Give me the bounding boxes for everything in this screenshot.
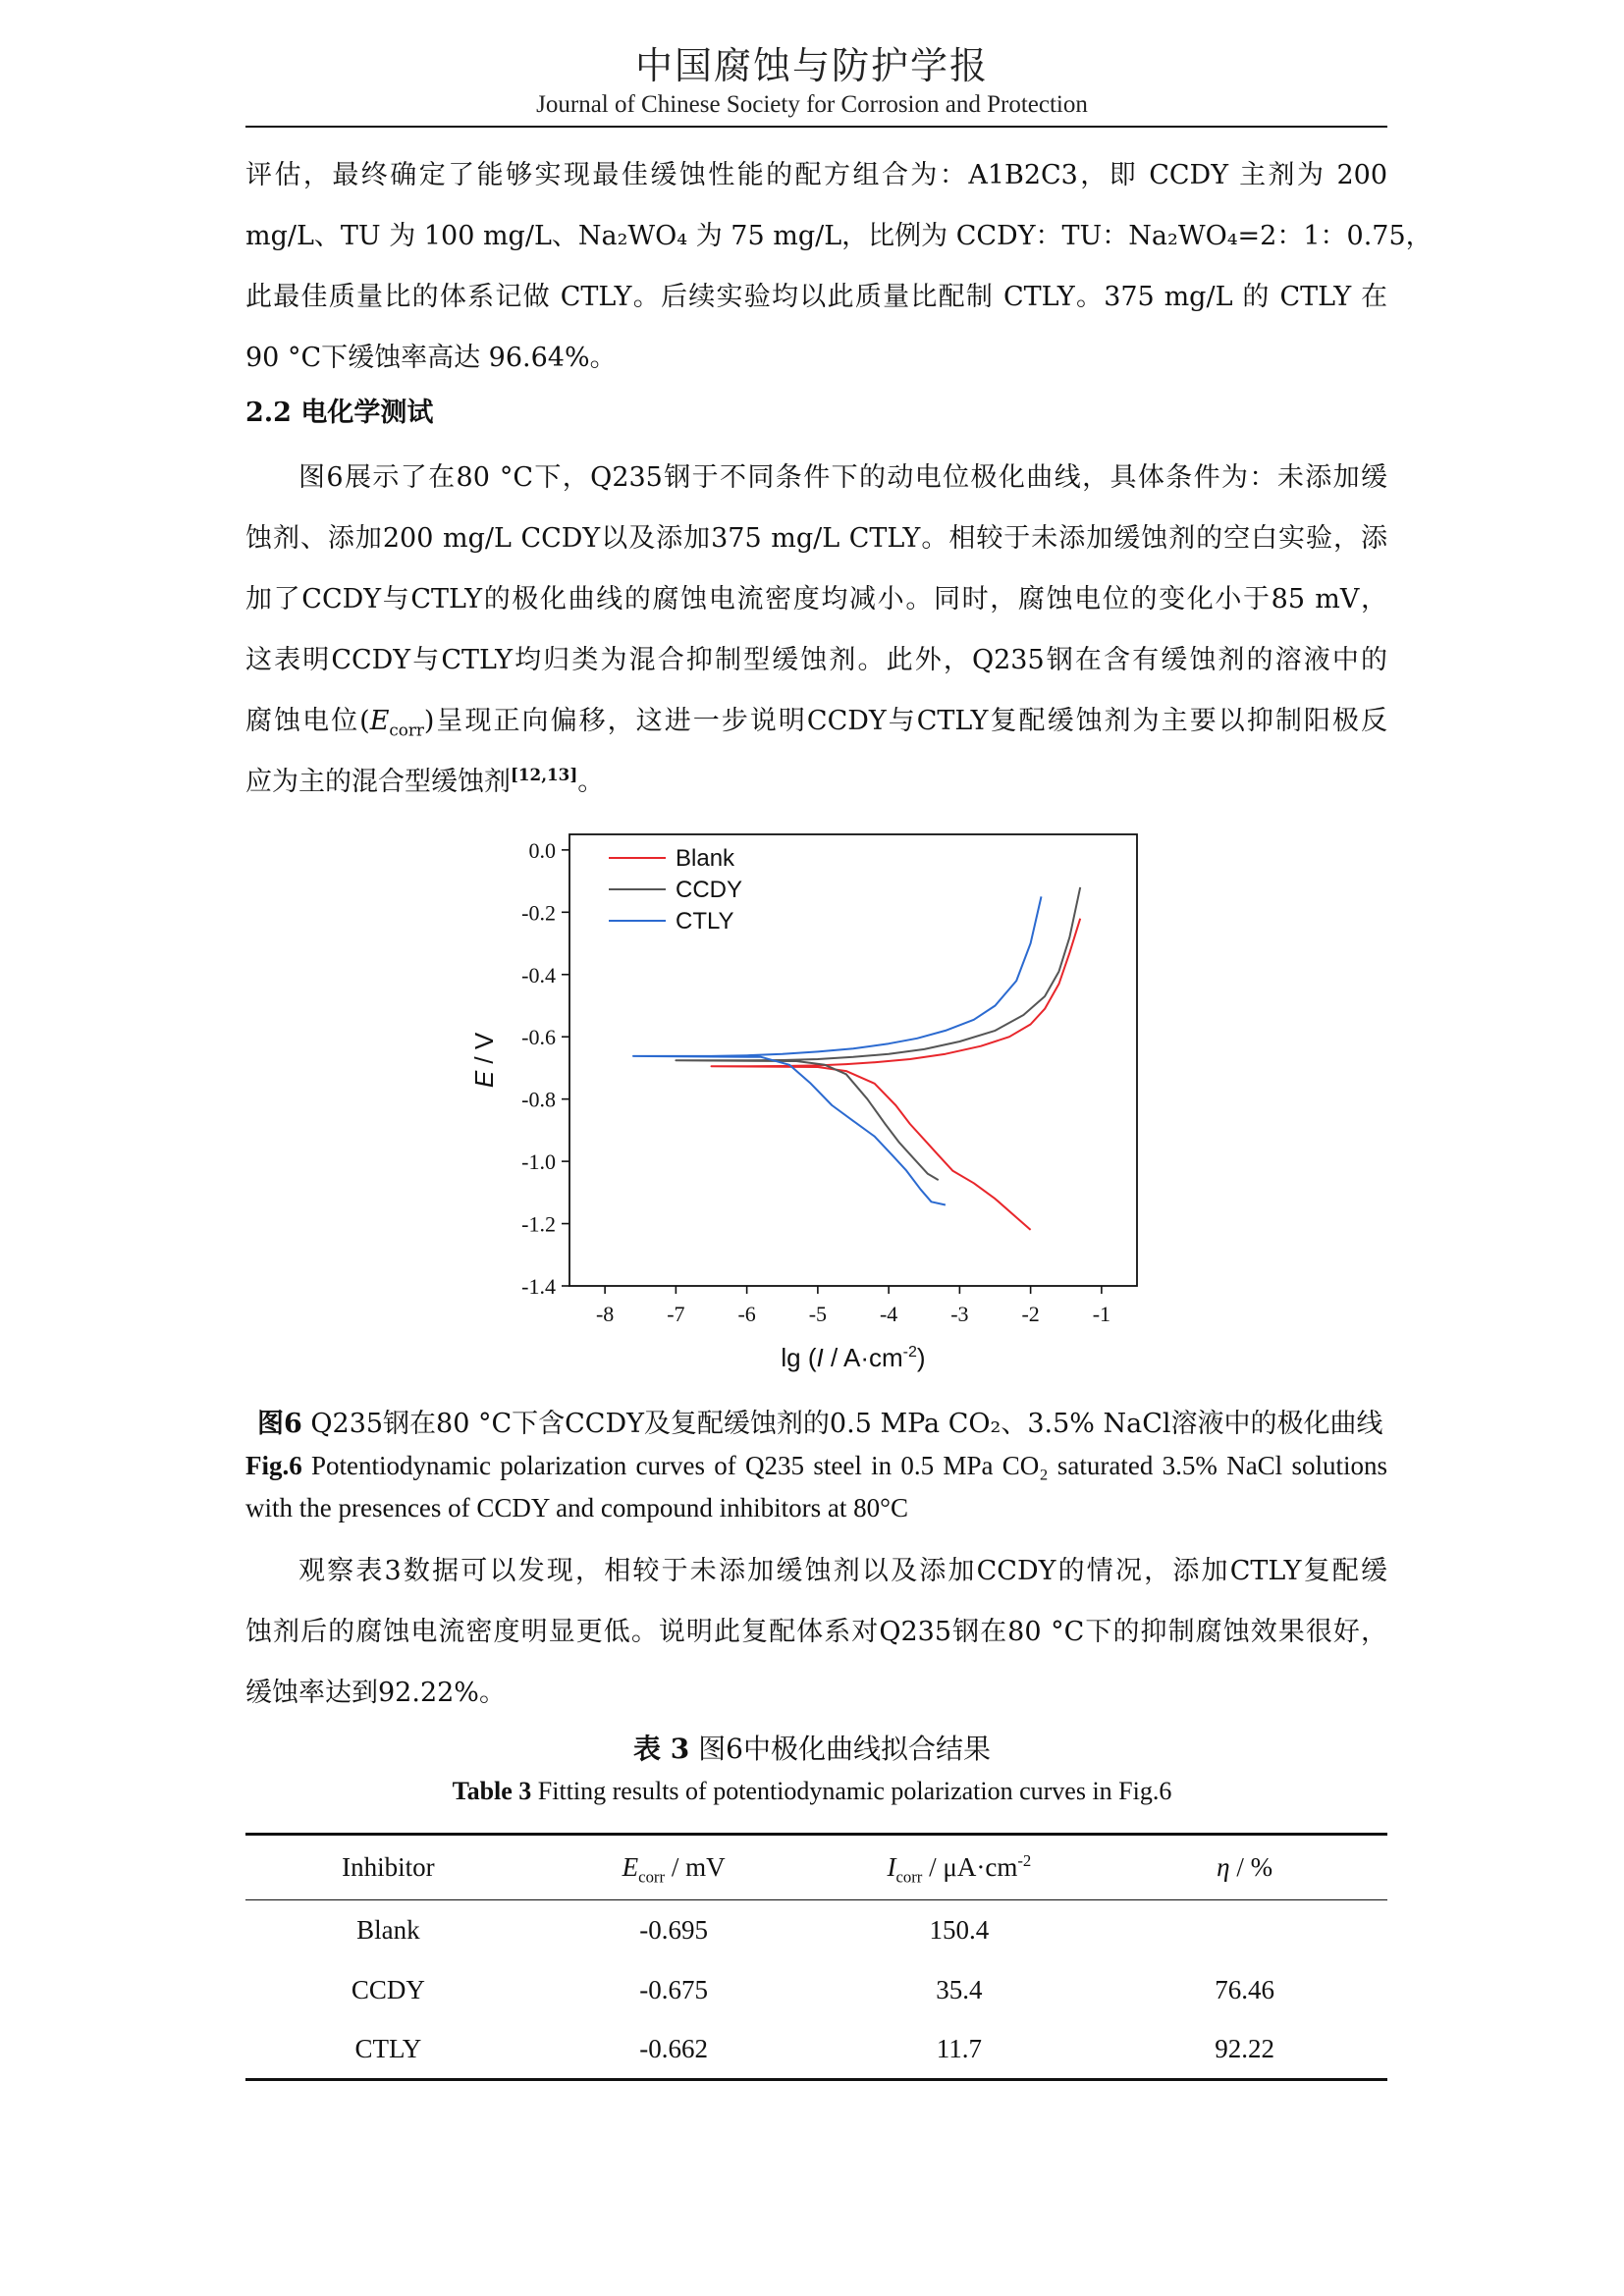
cell-ecorr: -0.675 [639,1974,708,2004]
legend-label: CCDY [676,877,743,903]
x-tick-label: -1 [1092,1302,1111,1326]
figure-6 [471,825,1178,1394]
citation: [12,13] [511,765,578,784]
x-label-var: I [816,1343,824,1372]
cell-icorr: 35.4 [936,1974,983,2004]
x-tick-label: -4 [879,1302,898,1326]
table-header-row [245,1835,1387,1900]
header-icorr [817,1835,1103,1900]
cell-eta: 76.46 [1215,1974,1274,2004]
y-tick-label: 0.0 [528,837,556,863]
paragraph-2 [245,448,1387,813]
text-line: 观察表3数据可以发现，相较于未添加缓蚀剂以及添加CCDY的情况，添加CTLY复配缓 [298,1556,1387,1586]
x-tick-label: -7 [667,1302,685,1326]
header-eta [1102,1835,1387,1900]
header-rule [245,126,1387,128]
table-title-zh-text: 图6中极化曲线拟合结果 [689,1733,991,1765]
header-inhibitor: Inhibitor [342,1852,435,1882]
text-line [245,691,1387,752]
text-fragment: 。 [577,767,605,797]
legend [609,845,742,934]
section-heading: 2.2 电化学测试 [245,398,434,428]
figure-caption-en-text: Potentiodynamic polarization curves of Q235 steel in 0.5 MPa CO₂ saturated 3.5% NaCl solutions with the presences of CCDY and compound inhibitors at 80°C [245,1451,1387,1522]
table-row [245,1960,1387,2020]
figure-caption-en [245,1445,1387,1529]
text-line: 蚀剂后的腐蚀电流密度明显更低。说明此复配体系对Q235钢在80 °C下的抑制腐蚀效果很好， [245,1617,1387,1647]
text-line: mg/L、TU 为 100 mg/L、Na₂WO₄ 为 75 mg/L，比例为 CCDY：TU：Na₂WO₄=2：1：0.75， [245,221,1433,251]
y-tick-label: -1.2 [521,1211,556,1237]
fitting-results-table [245,1833,1387,2081]
subscript: corr [389,720,424,740]
figure-caption-zh [257,1402,1383,1440]
figure-caption-zh-text: Q235钢在80 °C下含CCDY及复配缓蚀剂的0.5 MPa CO₂、3.5% NaCl溶液中的极化曲线 [301,1409,1383,1439]
header-ecorr [531,1835,817,1900]
y-tick-label: -0.6 [521,1025,556,1050]
x-tick-label: -5 [808,1302,828,1326]
text-line: 蚀剂、添加200 mg/L CCDY以及添加375 mg/L CTLY。相较于未添加缓蚀剂的空白实验，添 [245,523,1387,554]
y-tick-label: -0.2 [521,900,556,926]
cell-inhibitor: Blank [356,1914,420,1945]
text-line: 这表明CCDY与CTLY均归类为混合抑制型缓蚀剂。此外，Q235钢在含有缓蚀剂的溶液中的 [245,645,1387,675]
x-label-sup: -2 [902,1344,917,1361]
symbol-e: E [369,706,390,736]
x-tick-label: -2 [1021,1302,1040,1326]
series-line-ctly [633,896,1042,1204]
ecorr-sub: corr [638,1867,666,1887]
text-fragment: 腐蚀电位( [245,706,370,736]
y-tick-label: -0.8 [521,1087,556,1112]
legend-label: Blank [676,845,735,872]
icorr-symbol: I [887,1852,896,1882]
icorr-sub: corr [895,1867,923,1887]
cell-icorr: 11.7 [936,2033,982,2063]
polarization-chart [471,825,1178,1394]
text-fragment: )呈现正向偏移，这进一步说明CCDY与CTLY复配缓蚀剂为主要以抑制阳极反 [423,706,1387,736]
y-axis-label [471,1032,499,1088]
cell-inhibitor: CTLY [354,2033,422,2063]
eta-unit: / % [1229,1852,1273,1882]
x-tick-label: -8 [595,1302,615,1326]
y-tick-label: -0.4 [521,962,556,988]
y-tick-label: -1.4 [521,1274,556,1299]
cell-eta [1102,1900,1387,1960]
text-line: 此最佳质量比的体系记做 CTLY。后续实验均以此质量比配制 CTLY。375 mg/L 的 CTLY 在 [245,282,1387,312]
table-title-en-text: Fitting results of potentiodynamic polarization curves in Fig.6 [531,1777,1172,1805]
cell-eta: 92.22 [1215,2033,1274,2063]
x-label-prefix: lg ( [781,1343,817,1372]
y-axis-ticks [521,838,569,1299]
plot-frame [569,834,1137,1286]
y-tick-label: -1.0 [521,1149,556,1175]
cell-icorr: 150.4 [929,1914,990,1945]
text-line [245,752,1387,813]
journal-title-zh: 中国腐蚀与防护学报 [634,44,989,87]
text-line: 图6展示了在80 °C下，Q235钢于不同条件下的动电位极化曲线，具体条件为：未添加缓 [298,462,1387,493]
table-title-en [0,1777,1624,1806]
text-line: 加了CCDY与CTLY的极化曲线的腐蚀电流密度均减小。同时，腐蚀电位的变化小于85 mV， [245,584,1387,614]
text-line: 90 °C下缓蚀率高达 96.64%。 [245,343,617,373]
figure-label-en: Fig.6 [245,1451,302,1480]
table-label-zh: 表 3 [633,1733,690,1765]
cell-inhibitor: CCDY [351,1974,425,2004]
x-axis-label [781,1343,925,1372]
x-axis-ticks [596,1286,1110,1326]
paragraph-3 [245,1541,1387,1724]
cell-ecorr: -0.662 [639,2033,708,2063]
journal-title-en: Journal of Chinese Society for Corrosion and Protection [536,91,1088,118]
figure-label-zh: 图6 [257,1409,302,1439]
ecorr-unit: / mV [665,1852,726,1882]
series-line-blank [712,919,1081,1230]
y-label-var: E [471,1070,499,1089]
icorr-unit: / μA·cm [922,1852,1018,1882]
paragraph-1 [245,145,1433,389]
table-row [245,1900,1387,1960]
legend-label: CTLY [676,908,734,934]
series-line-ccdy [676,887,1080,1180]
series-group [633,887,1080,1230]
text-line: 缓蚀率达到92.22%。 [245,1678,506,1708]
icorr-sup: -2 [1017,1851,1032,1870]
text-fragment: 应为主的混合型缓蚀剂 [245,767,511,797]
x-label-unit: / A·cm [823,1343,903,1372]
table-row [245,2020,1387,2080]
x-label-suffix: ) [916,1343,926,1372]
ecorr-symbol: E [622,1852,639,1882]
y-label-unit: / V [471,1032,499,1071]
x-tick-label: -6 [737,1302,756,1326]
x-tick-label: -3 [950,1302,969,1326]
table-label-en: Table 3 [452,1777,532,1805]
text-line: 评估，最终确定了能够实现最佳缓蚀性能的配方组合为：A1B2C3，即 CCDY 主剂为 200 [245,160,1387,190]
eta-symbol: η [1217,1852,1230,1882]
cell-ecorr: -0.695 [639,1914,708,1945]
table-title-zh [0,1728,1624,1767]
